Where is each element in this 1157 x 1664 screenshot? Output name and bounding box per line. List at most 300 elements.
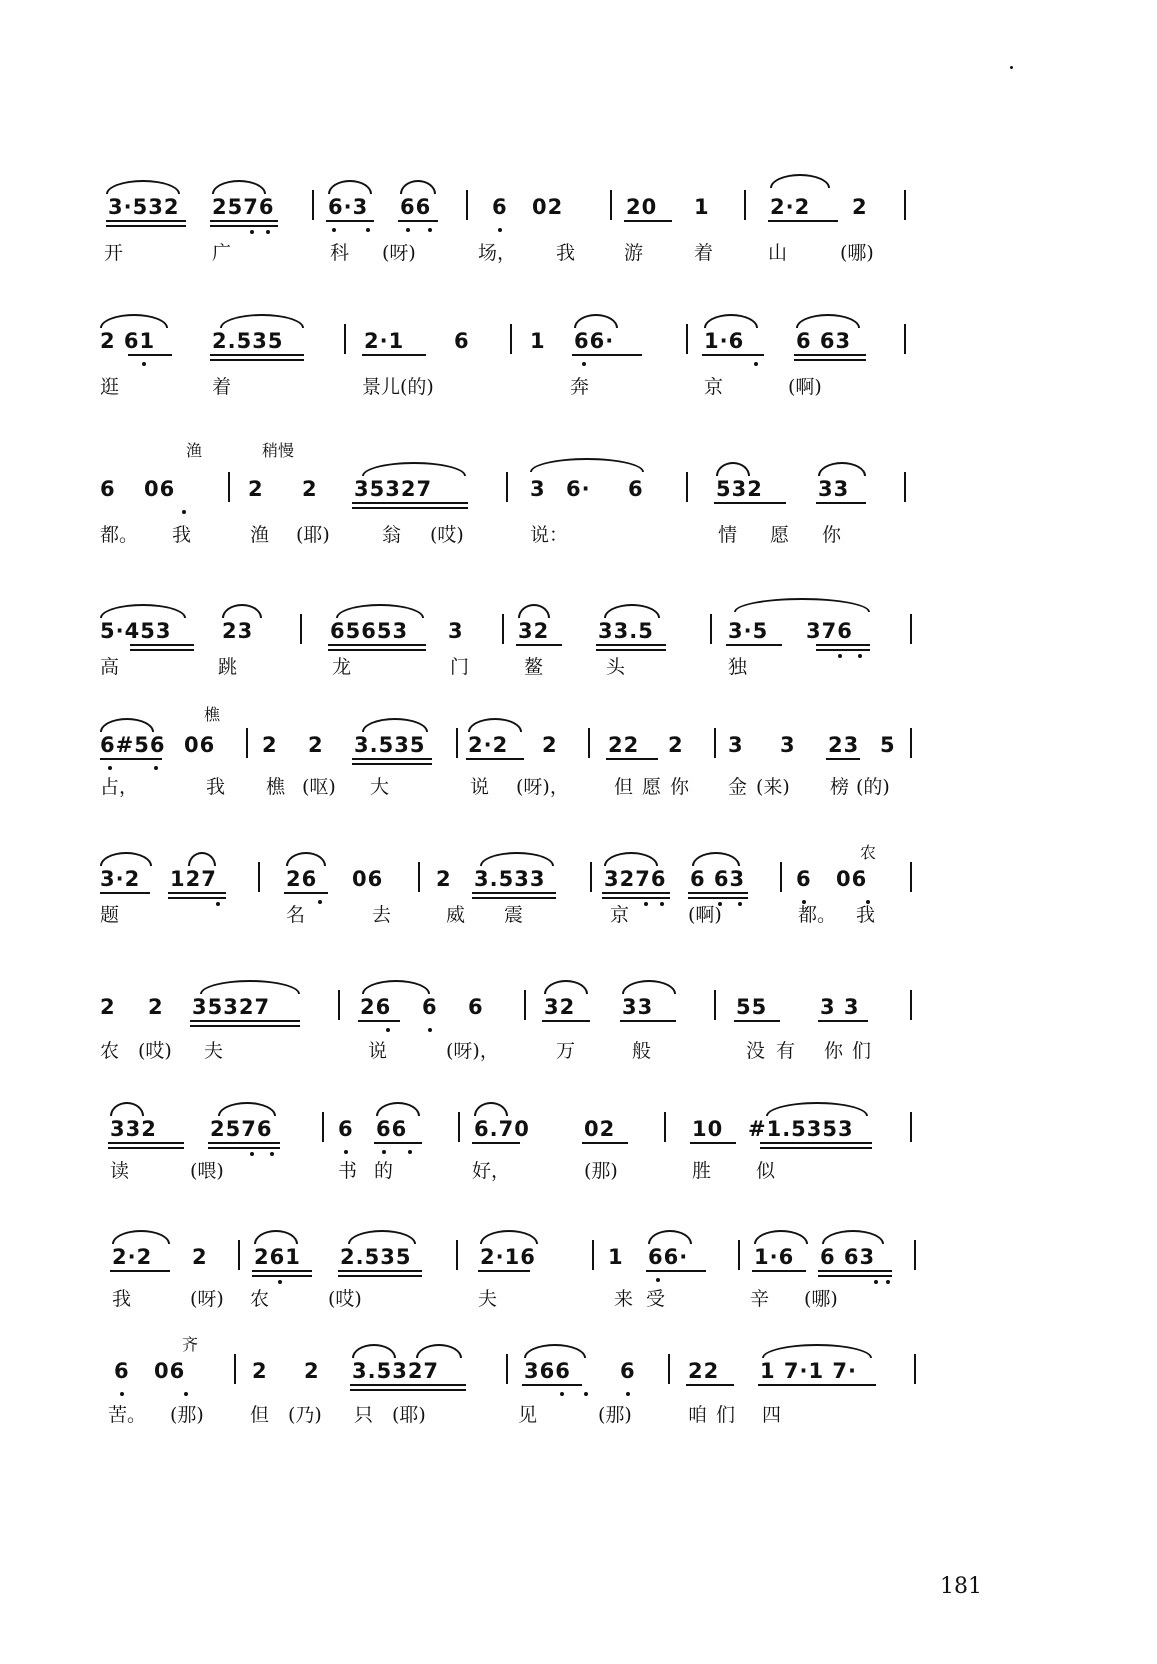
note-group: 6·: [566, 477, 591, 501]
barline: [456, 728, 458, 758]
underline: [690, 1142, 736, 1144]
lyric: 都。: [798, 904, 837, 926]
note-group: 2: [100, 995, 116, 1019]
underline: [516, 644, 562, 646]
barline: [466, 190, 468, 220]
lyric: 农: [250, 1288, 270, 1310]
underline: [208, 1142, 280, 1149]
note-group: 6: [796, 867, 812, 891]
slur: [574, 314, 618, 328]
underline: [726, 644, 782, 646]
note-group: #1.5353: [748, 1117, 854, 1141]
slur: [734, 598, 870, 612]
lyric: 来: [614, 1288, 634, 1310]
note-group: 06: [154, 1359, 186, 1383]
underline: [190, 1020, 300, 1027]
barline: [506, 472, 508, 502]
lyric: 夫: [204, 1040, 224, 1062]
note-group: 3: [448, 619, 464, 643]
note-group: 2: [668, 733, 684, 757]
lyric: 你: [670, 776, 690, 798]
underline: [326, 220, 374, 222]
lyric: (来): [756, 776, 790, 798]
lyric: 但: [614, 776, 634, 798]
note-group: 66: [400, 195, 432, 219]
slur: [286, 852, 326, 866]
barline: [258, 862, 260, 892]
lyric: 情: [718, 524, 738, 546]
note-group: 55: [736, 995, 768, 1019]
octave-dot: [754, 362, 758, 366]
underline: [734, 1020, 780, 1022]
slur: [328, 180, 372, 194]
slur: [818, 462, 866, 476]
underline: [826, 758, 860, 760]
underline: [572, 354, 642, 356]
lyric: 我: [856, 904, 876, 926]
slur: [106, 180, 180, 194]
note-group: 33: [622, 995, 654, 1019]
slur: [544, 980, 588, 994]
note-group: 2: [304, 1359, 320, 1383]
underline: [582, 1142, 628, 1144]
slur: [468, 718, 522, 732]
note-group: 2576: [210, 1117, 273, 1141]
lyric: (哎): [430, 524, 464, 546]
underline: [596, 644, 666, 651]
lyric: 说：: [530, 524, 569, 546]
underline: [816, 502, 866, 504]
slur: [480, 852, 554, 866]
note-group: 6 63: [820, 1245, 876, 1269]
barline: [910, 1112, 912, 1142]
lyric: 我: [112, 1288, 132, 1310]
slur: [480, 1230, 538, 1244]
note-group: 2: [308, 733, 324, 757]
underline: [100, 892, 150, 894]
note-group: 2: [436, 867, 452, 891]
notation-row: [100, 476, 980, 506]
barline: [312, 190, 314, 220]
note-group: 35327: [192, 995, 271, 1019]
slur: [474, 1102, 508, 1116]
underline: [620, 1020, 676, 1022]
note-group: 2·2: [468, 733, 509, 757]
lyric: (乃): [288, 1404, 322, 1426]
note-group: 3.533: [474, 867, 546, 891]
barline: [344, 324, 346, 354]
note-group: 22: [688, 1359, 720, 1383]
slur: [692, 852, 740, 866]
note-group: 3: [780, 733, 796, 757]
barline: [664, 1112, 666, 1142]
barline: [714, 728, 716, 758]
underline: [686, 1384, 734, 1386]
slur: [376, 1102, 420, 1116]
slur: [254, 1230, 298, 1244]
note-group: 366: [524, 1359, 571, 1383]
note-group: 3 3: [820, 995, 860, 1019]
lyric: (呀)，: [446, 1040, 499, 1062]
underline: [646, 1270, 706, 1272]
note-group: 1: [694, 195, 710, 219]
lyric-row: [100, 1400, 980, 1424]
underline: [606, 758, 658, 760]
barline: [592, 1240, 594, 1270]
lyric: (喂): [190, 1160, 224, 1182]
note-group: 35327: [354, 477, 433, 501]
note-group: 6·3: [328, 195, 369, 219]
note-group: 65653: [330, 619, 409, 643]
note-group: 6#56: [100, 733, 166, 757]
underline: [818, 1270, 892, 1277]
barline: [510, 324, 512, 354]
underline: [702, 354, 764, 356]
notation-row: [100, 866, 980, 896]
octave-dot: [266, 230, 270, 234]
octave-dot: [250, 230, 254, 234]
slur: [220, 314, 304, 328]
note-group: 6: [628, 477, 644, 501]
slur: [362, 718, 428, 732]
slur: [188, 852, 216, 866]
lyric: 有: [776, 1040, 796, 1062]
lyric: 愿: [770, 524, 790, 546]
note-group: 5: [880, 733, 896, 757]
barline: [524, 990, 526, 1020]
octave-dot: [560, 1392, 564, 1396]
barline: [904, 472, 906, 502]
barline: [238, 1240, 240, 1270]
note-group: 2·2: [770, 195, 811, 219]
lyric: 们: [716, 1404, 736, 1426]
notation-row: [100, 994, 980, 1024]
lyric: 们: [852, 1040, 872, 1062]
octave-dot: [584, 1392, 588, 1396]
barline: [668, 1354, 670, 1384]
note-group: 06: [352, 867, 384, 891]
underline: [284, 892, 328, 894]
lyric: 金: [728, 776, 748, 798]
cue-text: 渔: [186, 441, 203, 460]
lyric: 翁: [382, 524, 402, 546]
slur: [100, 852, 152, 866]
lyric: 你: [822, 524, 842, 546]
underline: [816, 644, 870, 651]
barline: [246, 728, 248, 758]
underline: [350, 1384, 466, 1391]
lyric: (呕): [302, 776, 336, 798]
barline: [456, 1240, 458, 1270]
note-group: 32: [518, 619, 550, 643]
lyric: 樵: [266, 776, 286, 798]
note-group: 3·532: [108, 195, 180, 219]
lyric: 逛: [100, 376, 120, 398]
barline: [610, 190, 612, 220]
note-group: 33: [818, 477, 850, 501]
note-group: 6: [100, 477, 116, 501]
note-group: 1: [530, 329, 546, 353]
note-group: 02: [532, 195, 564, 219]
barline: [738, 1240, 740, 1270]
note-group: 3276: [604, 867, 667, 891]
lyric: 似: [756, 1160, 776, 1182]
lyric: 我: [206, 776, 226, 798]
lyric: 山: [768, 242, 788, 264]
cue-text: 樵: [204, 705, 221, 724]
barline: [904, 324, 906, 354]
octave-dot: [154, 766, 158, 770]
cue-text: 稍慢: [262, 441, 295, 460]
note-group: 5·453: [100, 619, 172, 643]
lyric: 高: [100, 656, 120, 678]
underline: [522, 1384, 582, 1386]
underline: [714, 502, 786, 504]
slur: [822, 1230, 884, 1244]
underline: [100, 758, 162, 760]
octave-dot: [656, 1278, 660, 1282]
lyric: 我: [172, 524, 192, 546]
note-group: 6: [620, 1359, 636, 1383]
note-group: 1 7·1 7·: [760, 1359, 858, 1383]
note-group: 22: [608, 733, 640, 757]
note-group: 10: [692, 1117, 724, 1141]
slur: [110, 1102, 144, 1116]
underline: [110, 1270, 170, 1272]
lyric: 占，: [100, 776, 139, 798]
page-number: 181: [940, 1574, 982, 1599]
lyric: 见: [518, 1404, 538, 1426]
barline: [234, 1354, 236, 1384]
note-group: 26: [286, 867, 318, 891]
lyric-row: [100, 372, 980, 396]
underline: [602, 892, 670, 899]
lyric: 胜: [692, 1160, 712, 1182]
lyric-row: [100, 1036, 980, 1060]
octave-dot: [626, 1392, 630, 1396]
note-group: 261: [254, 1245, 301, 1269]
lyric: 震: [504, 904, 524, 926]
note-group: 66·: [574, 329, 615, 353]
note-group: 1·6: [754, 1245, 795, 1269]
octave-dot: [382, 1150, 386, 1154]
slur: [770, 174, 830, 188]
lyric: (哪): [804, 1288, 838, 1310]
lyric: 农: [100, 1040, 120, 1062]
underline: [108, 1142, 184, 1149]
lyric-row: [100, 1156, 980, 1180]
underline: [210, 220, 278, 227]
slur: [400, 180, 436, 194]
lyric-row: [100, 652, 980, 676]
lyric: 着: [694, 242, 714, 264]
lyric: 鳌: [524, 656, 544, 678]
note-group: 3·2: [100, 867, 141, 891]
slur: [716, 462, 750, 476]
barline: [780, 862, 782, 892]
lyric: 受: [646, 1288, 666, 1310]
octave-dot: [408, 1150, 412, 1154]
note-group: 23: [222, 619, 254, 643]
lyric: 大: [370, 776, 390, 798]
slur: [200, 980, 300, 994]
lyric: 龙: [332, 656, 352, 678]
lyric: 书: [338, 1160, 358, 1182]
slur: [530, 458, 644, 472]
barline: [458, 1112, 460, 1142]
cue-text: 农: [860, 843, 877, 862]
lyric: 读: [110, 1160, 130, 1182]
note-group: 6.70: [474, 1117, 530, 1141]
lyric: 威: [446, 904, 466, 926]
lyric: 广: [212, 242, 232, 264]
note-group: 6 63: [690, 867, 746, 891]
underline: [752, 1270, 806, 1272]
lyric-row: [100, 772, 980, 796]
octave-dot: [366, 228, 370, 232]
note-group: 2: [262, 733, 278, 757]
slur: [754, 1230, 808, 1244]
slur: [100, 314, 168, 328]
barline: [714, 990, 716, 1020]
lyric: 好，: [472, 1160, 511, 1182]
note-group: 66: [376, 1117, 408, 1141]
underline: [252, 1270, 312, 1277]
underline: [358, 1020, 400, 1022]
note-group: 6: [454, 329, 470, 353]
octave-dot: [582, 362, 586, 366]
note-group: 6: [338, 1117, 354, 1141]
lyric: 说: [470, 776, 490, 798]
lyric: 京: [704, 376, 724, 398]
print-speck: [1010, 66, 1013, 69]
octave-dot: [108, 766, 112, 770]
underline: [758, 1384, 876, 1386]
lyric-row: [100, 238, 980, 262]
slur: [362, 980, 430, 994]
lyric: 头: [606, 656, 626, 678]
underline: [688, 892, 748, 899]
slur: [112, 1230, 170, 1244]
underline: [398, 220, 438, 222]
note-group: 2: [248, 477, 264, 501]
lyric: 奔: [570, 376, 590, 398]
note-group: 1·6: [704, 329, 745, 353]
note-group: 06: [836, 867, 868, 891]
lyric: (呀): [190, 1288, 224, 1310]
lyric: 游: [624, 242, 644, 264]
note-group: 33.5: [598, 619, 654, 643]
lyric-row: [100, 1284, 980, 1308]
note-group: 332: [110, 1117, 157, 1141]
octave-dot: [344, 1150, 348, 1154]
slur: [518, 604, 550, 618]
slur: [222, 604, 262, 618]
note-group: 6: [468, 995, 484, 1019]
lyric-row: [100, 900, 980, 924]
lyric: 跳: [218, 656, 238, 678]
underline: [352, 758, 432, 765]
underline: [624, 220, 672, 222]
note-group: 2: [252, 1359, 268, 1383]
octave-dot: [428, 1028, 432, 1032]
slur: [604, 852, 658, 866]
underline: [168, 892, 226, 899]
underline: [794, 354, 866, 361]
barline: [910, 990, 912, 1020]
barline: [686, 472, 688, 502]
lyric: 但: [250, 1404, 270, 1426]
barline: [910, 614, 912, 644]
underline: [210, 354, 304, 361]
barline: [686, 324, 688, 354]
slur: [766, 1102, 868, 1116]
octave-dot: [428, 228, 432, 232]
lyric: 榜: [830, 776, 850, 798]
lyric: 四: [762, 1404, 782, 1426]
note-group: 2 61: [100, 329, 156, 353]
underline: [478, 1270, 530, 1272]
note-group: 2.535: [212, 329, 284, 353]
octave-dot: [386, 1028, 390, 1032]
underline: [472, 1142, 520, 1144]
notation-row: [100, 1244, 980, 1274]
barline: [228, 472, 230, 502]
underline: [130, 644, 194, 651]
note-group: 2.535: [340, 1245, 412, 1269]
slur: [100, 604, 186, 618]
note-group: 2: [192, 1245, 208, 1269]
lyric: 都。: [100, 524, 139, 546]
barline: [506, 1354, 508, 1384]
barline: [914, 1240, 916, 1270]
slur: [352, 1344, 396, 1358]
barline: [910, 862, 912, 892]
note-group: 376: [806, 619, 853, 643]
underline: [818, 1020, 868, 1022]
lyric: 独: [728, 656, 748, 678]
note-group: 3.5327: [352, 1359, 440, 1383]
note-group: 20: [626, 195, 658, 219]
note-group: 6 63: [796, 329, 852, 353]
lyric: (耶): [296, 524, 330, 546]
octave-dot: [406, 228, 410, 232]
lyric: (哎): [328, 1288, 362, 1310]
slur: [604, 604, 660, 618]
note-group: 6: [422, 995, 438, 1019]
barline: [914, 1354, 916, 1384]
lyric: 万: [556, 1040, 576, 1062]
underline: [106, 220, 186, 227]
underline: [338, 1270, 422, 1277]
note-group: 3: [728, 733, 744, 757]
notation-row: [100, 618, 980, 648]
underline: [760, 1142, 872, 1149]
lyric: 开: [104, 242, 124, 264]
underline: [352, 502, 468, 509]
lyric: 科: [330, 242, 350, 264]
lyric: 的: [374, 1160, 394, 1182]
slur: [348, 1230, 416, 1244]
underline: [328, 644, 426, 651]
barline: [338, 990, 340, 1020]
barline: [904, 190, 906, 220]
note-group: 127: [170, 867, 217, 891]
lyric: 只: [354, 1404, 374, 1426]
notation-row: [100, 328, 980, 358]
lyric: (哎): [138, 1040, 172, 1062]
octave-dot: [182, 510, 186, 514]
